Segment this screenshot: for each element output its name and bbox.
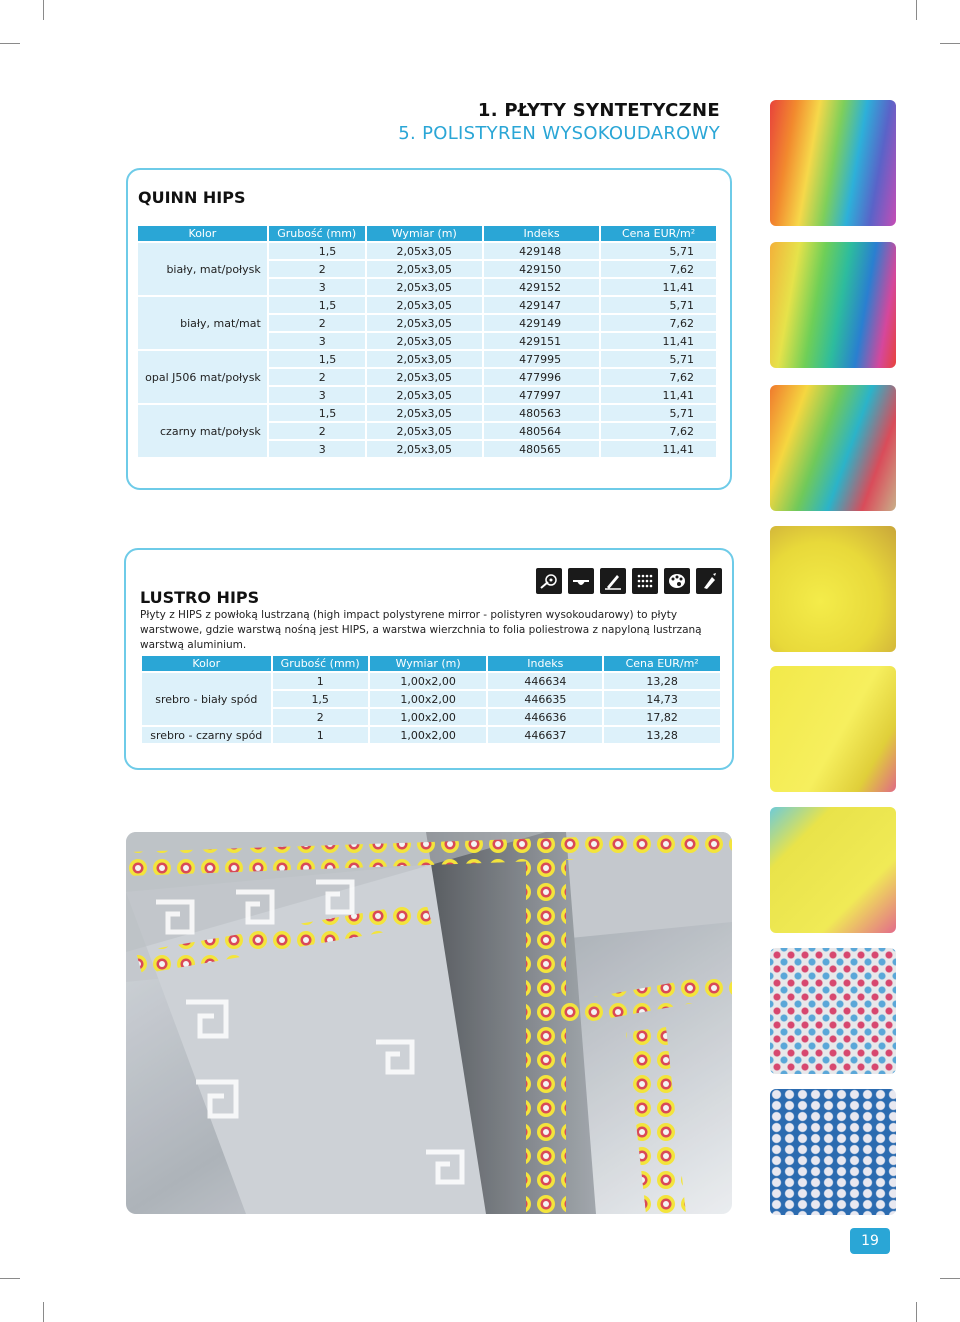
crop-mark xyxy=(940,1278,960,1279)
table-row xyxy=(138,351,716,367)
grubosc-cell: 3 xyxy=(269,333,365,349)
column-header: Cena EUR/m² xyxy=(601,226,716,241)
wymiar-cell: 1,00x2,00 xyxy=(370,673,487,689)
wymiar-cell: 2,05x3,05 xyxy=(367,423,482,439)
cena-cell: 7,62 xyxy=(601,315,716,331)
column-header: Cena EUR/m² xyxy=(604,656,720,671)
cena-cell: 5,71 xyxy=(601,351,716,367)
cena-cell: 13,28 xyxy=(604,727,720,743)
table-header-row xyxy=(138,226,716,241)
wymiar-cell: 2,05x3,05 xyxy=(367,441,482,457)
lustro-title: LUSTRO HIPS xyxy=(140,588,260,607)
grubosc-cell: 1 xyxy=(273,727,368,743)
crop-mark xyxy=(43,0,44,20)
grubosc-cell: 3 xyxy=(269,387,365,403)
indeks-cell: 480564 xyxy=(484,423,599,439)
indeks-cell: 429150 xyxy=(484,261,599,277)
table-row xyxy=(138,243,716,259)
wymiar-cell: 2,05x3,05 xyxy=(367,369,482,385)
crop-mark xyxy=(43,1302,44,1322)
grubosc-cell: 2 xyxy=(269,369,365,385)
indeks-cell: 446635 xyxy=(488,691,602,707)
indeks-cell: 477995 xyxy=(484,351,599,367)
dotted-sheet-photo xyxy=(770,1089,896,1215)
wymiar-cell: 2,05x3,05 xyxy=(367,333,482,349)
cena-cell: 5,71 xyxy=(601,297,716,313)
color-cell: biały, mat/mat xyxy=(138,297,267,349)
processing-icons xyxy=(536,568,722,594)
table-row xyxy=(142,727,720,743)
table-header-row xyxy=(142,656,720,671)
crop-mark xyxy=(916,1302,917,1322)
cena-cell: 14,73 xyxy=(604,691,720,707)
quinn-table xyxy=(136,224,718,459)
crop-mark xyxy=(916,0,917,20)
column-header: Wymiar (m) xyxy=(370,656,487,671)
yellow-sheet-photo xyxy=(770,666,896,792)
rainbow-sheets-photo xyxy=(770,385,896,511)
grubosc-cell: 1,5 xyxy=(269,405,365,421)
cena-cell: 11,41 xyxy=(601,387,716,403)
cena-cell: 13,28 xyxy=(604,673,720,689)
lustro-description: Płyty z HIPS z powłoką lustrzaną (high impact polystyrene mirror - polistyren wysokoudarowy) to płyty warstwowe, gdzie warstwą nośną jest HIPS, a warstwa wierzchnia to folia poliestrowa z napyloną lustrzaną warstwą aluminium. xyxy=(140,609,702,651)
column-header: Grubość (mm) xyxy=(269,226,365,241)
mirror-hips-photo xyxy=(126,832,732,1214)
indeks-cell: 446634 xyxy=(488,673,602,689)
indeks-cell: 480565 xyxy=(484,441,599,457)
column-header: Kolor xyxy=(138,226,267,241)
indeks-cell: 429147 xyxy=(484,297,599,313)
grubosc-cell: 3 xyxy=(269,441,365,457)
color-cell: srebro - biały spód xyxy=(142,673,271,725)
cena-cell: 7,62 xyxy=(601,369,716,385)
cena-cell: 17,82 xyxy=(604,709,720,725)
section-title: 1. PŁYTY SYNTETYCZNE xyxy=(477,100,720,121)
indeks-cell: 477996 xyxy=(484,369,599,385)
wymiar-cell: 2,05x3,05 xyxy=(367,261,482,277)
indeks-cell: 477997 xyxy=(484,387,599,403)
cena-cell: 11,41 xyxy=(601,441,716,457)
cutting-saw-icon xyxy=(536,568,562,594)
grubosc-cell: 2 xyxy=(273,709,368,725)
grubosc-cell: 2 xyxy=(269,423,365,439)
cena-cell: 11,41 xyxy=(601,279,716,295)
grubosc-cell: 1,5 xyxy=(269,351,365,367)
cena-cell: 5,71 xyxy=(601,405,716,421)
indeks-cell: 429148 xyxy=(484,243,599,259)
wymiar-cell: 1,00x2,00 xyxy=(370,691,487,707)
cena-cell: 5,71 xyxy=(601,243,716,259)
column-header: Indeks xyxy=(484,226,599,241)
wymiar-cell: 2,05x3,05 xyxy=(367,387,482,403)
column-header: Kolor xyxy=(142,656,271,671)
indeks-cell: 429149 xyxy=(484,315,599,331)
wymiar-cell: 2,05x3,05 xyxy=(367,243,482,259)
lustro-hips-panel xyxy=(124,548,734,770)
column-header: Grubość (mm) xyxy=(273,656,368,671)
color-cell: czarny mat/połysk xyxy=(138,405,267,457)
quinn-hips-panel xyxy=(126,168,732,490)
table-row xyxy=(138,405,716,421)
crop-mark xyxy=(0,1278,20,1279)
grubosc-cell: 1,5 xyxy=(269,243,365,259)
paint-palette-icon xyxy=(664,568,690,594)
table-row xyxy=(142,673,720,689)
wymiar-cell: 1,00x2,00 xyxy=(370,709,487,725)
wymiar-cell: 2,05x3,05 xyxy=(367,351,482,367)
grubosc-cell: 3 xyxy=(269,279,365,295)
column-header: Wymiar (m) xyxy=(367,226,482,241)
indeks-cell: 446637 xyxy=(488,727,602,743)
grubosc-cell: 2 xyxy=(269,315,365,331)
cena-cell: 7,62 xyxy=(601,423,716,439)
grubosc-cell: 2 xyxy=(269,261,365,277)
cena-cell: 11,41 xyxy=(601,333,716,349)
page-header xyxy=(398,100,720,144)
rainbow-sheets-photo xyxy=(770,242,896,368)
wymiar-cell: 2,05x3,05 xyxy=(367,297,482,313)
color-cell: srebro - czarny spód xyxy=(142,727,271,743)
grubosc-cell: 1 xyxy=(273,673,368,689)
quinn-title: QUINN HIPS xyxy=(138,188,246,207)
grubosc-cell: 1,5 xyxy=(273,691,368,707)
dotted-sheet-photo xyxy=(770,948,896,1074)
wymiar-cell: 2,05x3,05 xyxy=(367,405,482,421)
page-number: 19 xyxy=(850,1228,890,1254)
wymiar-cell: 1,00x2,00 xyxy=(370,727,487,743)
indeks-cell: 429151 xyxy=(484,333,599,349)
thermoforming-icon xyxy=(568,568,594,594)
crop-mark xyxy=(0,43,20,44)
table-row xyxy=(138,297,716,313)
yellow-sheet-photo xyxy=(770,526,896,652)
glue-icon xyxy=(696,568,722,594)
cena-cell: 7,62 xyxy=(601,261,716,277)
subsection-title: 5. POLISTYREN WYSOKOUDAROWY xyxy=(398,123,720,144)
color-cell: biały, mat/połysk xyxy=(138,243,267,295)
column-header: Indeks xyxy=(488,656,602,671)
indeks-cell: 429152 xyxy=(484,279,599,295)
yellow-sheet-photo xyxy=(770,807,896,933)
lustro-table xyxy=(140,654,722,745)
grubosc-cell: 1,5 xyxy=(269,297,365,313)
color-cell: opal J506 mat/połysk xyxy=(138,351,267,403)
wymiar-cell: 2,05x3,05 xyxy=(367,279,482,295)
crop-mark xyxy=(940,43,960,44)
screen-print-icon xyxy=(632,568,658,594)
rainbow-sheets-photo xyxy=(770,100,896,226)
indeks-cell: 480563 xyxy=(484,405,599,421)
indeks-cell: 446636 xyxy=(488,709,602,725)
marker-pen-icon xyxy=(600,568,626,594)
wymiar-cell: 2,05x3,05 xyxy=(367,315,482,331)
